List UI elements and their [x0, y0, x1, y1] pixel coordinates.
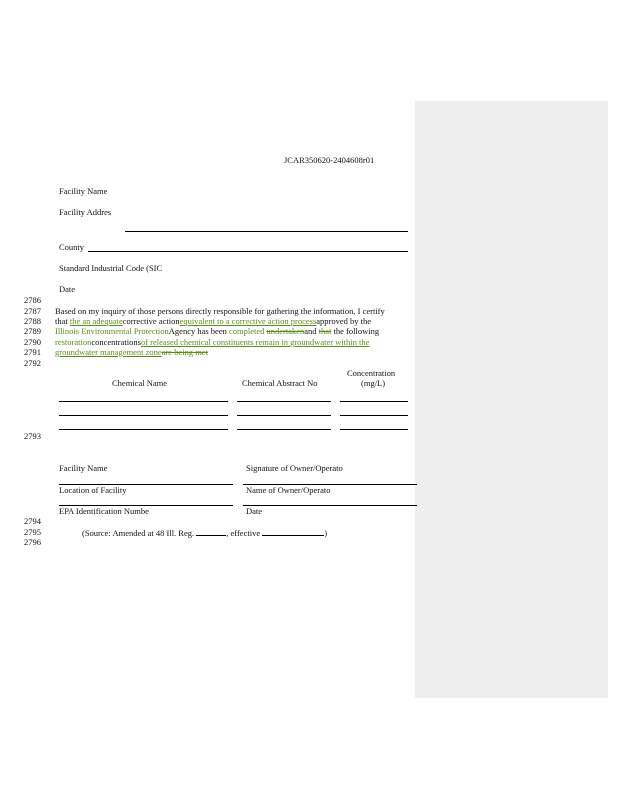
chemical-abstract-header: Chemical Abstract No: [242, 378, 318, 388]
line-number: 2796: [24, 537, 41, 547]
certification-line-3: [55, 326, 379, 336]
line-number: 2791: [24, 347, 41, 357]
line-number: 2792: [24, 358, 41, 368]
cert-text: concentrations: [91, 337, 141, 347]
table-row-line: [340, 401, 408, 402]
source-suffix: ): [324, 528, 328, 538]
table-row-line: [59, 401, 228, 402]
inserted-text: completed: [228, 326, 267, 336]
line-number: 2790: [24, 337, 41, 347]
sig-owner-name-label: Name of Owner/Operato: [246, 485, 331, 495]
source-prefix: (Source: Amended at 48 Ill. Reg.: [82, 528, 197, 538]
county-label: County: [59, 242, 85, 252]
deleted-text: undertaken: [266, 326, 305, 336]
table-row-line: [237, 401, 331, 402]
table-row-line: [237, 415, 331, 416]
table-row-line: [340, 429, 408, 430]
register-blank: [196, 527, 226, 536]
source-middle: , effective: [226, 528, 263, 538]
inserted-text: groundwater management zone: [55, 347, 162, 357]
cert-text: corrective action: [122, 316, 180, 326]
inserted-text: restoration: [55, 337, 92, 347]
sig-owner-signature-label: Signature of Owner/Operato: [246, 463, 343, 473]
document-id: JCAR350620-2404608r01: [284, 155, 375, 165]
certification-line-1: Based on my inquiry of those persons directly responsible for gathering the information, I certify: [55, 306, 385, 316]
line-number: 2794: [24, 516, 41, 526]
effective-date-blank: [262, 527, 324, 536]
inserted-text: of released chemical constituents remain in groundwater within the: [140, 337, 370, 347]
facility-address-label: Facility Addres: [59, 207, 112, 217]
sig-epa-id-label: EPA Identification Numbe: [59, 506, 149, 516]
address-line: [125, 231, 408, 232]
table-row-line: [237, 429, 331, 430]
chemical-name-header: Chemical Name: [112, 378, 167, 388]
sig-location-label: Location of Facility: [59, 485, 127, 495]
line-number: 2789: [24, 326, 41, 336]
table-row-line: [340, 415, 408, 416]
deleted-text: that: [318, 326, 332, 336]
table-row-line: [59, 429, 228, 430]
date-label: Date: [59, 284, 76, 294]
certification-line-4: [55, 337, 369, 347]
sic-label: Standard Industrial Code (SIC: [59, 263, 163, 273]
sig-date-label: Date: [246, 506, 263, 516]
facility-name-label: Facility Name: [59, 186, 108, 196]
line-number: 2788: [24, 316, 41, 326]
concentration-header: Concentration: [347, 368, 396, 378]
inserted-text: Illinois Environmental Protection: [55, 326, 169, 336]
deleted-text: are being met: [161, 347, 208, 357]
line-number: 2795: [24, 527, 41, 537]
cert-text: approved by the: [316, 316, 372, 326]
source-note: [82, 527, 327, 538]
table-row-line: [59, 415, 228, 416]
cert-text: and: [304, 326, 319, 336]
cert-text: the following: [331, 326, 380, 336]
certification-line-2: [55, 316, 371, 326]
sig-facility-name-label: Facility Name: [59, 463, 108, 473]
comment-margin-pane: [415, 101, 608, 698]
county-line: [88, 251, 408, 252]
signature-line: [243, 505, 417, 506]
certification-line-5: [55, 347, 208, 357]
line-number: 2786: [24, 295, 41, 305]
line-number: 2793: [24, 431, 41, 441]
cert-text: Agency has been: [168, 326, 229, 336]
inserted-text: equivalent to a corrective action process: [179, 316, 317, 326]
cert-text: that: [55, 316, 70, 326]
units-header: (mg/L): [361, 378, 386, 388]
inserted-text: the an adequate: [69, 316, 123, 326]
line-number: 2787: [24, 306, 41, 316]
